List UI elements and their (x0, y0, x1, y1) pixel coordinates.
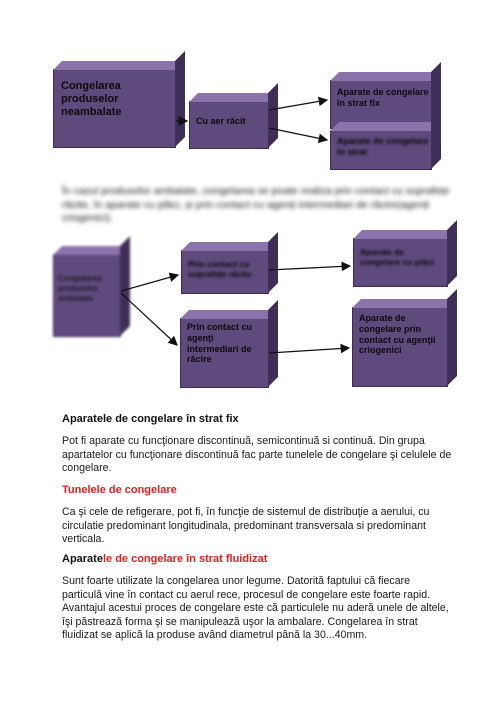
arrow-suprafete-placi (269, 266, 350, 270)
heading-strat-fluidizat-red: le de congelare în strat fluidizat (102, 553, 268, 565)
arrow-ambalate-suprafete (121, 275, 178, 291)
arrow-ambalate-agenti (121, 293, 177, 345)
box-agenti-label: Prin contact cu agenţi intermediari de răcire (187, 322, 253, 365)
box-aer-racit-label: Cu aer răcit (196, 116, 246, 126)
text-strat-fluidizat: Sunt foarte utilizate la congelarea unor legume. Datorită faptului că fiecare particulă vine în contact cu aerul rece, procesul de congelare este foarte rapid. Avantajul acestui proces de congelare este că particulele nu aderă unele de altele, îşi păstrează forma şi se manipulează uşor la ambalare. Congelarea în strat fluidizat se aplică la produse având diametrul până la 30...40mm. (62, 575, 449, 641)
box-criogenici-label: Aparate de congelare prin contact cu agenţii criogenici (359, 313, 436, 356)
heading-strat-fix: Aparatele de congelare în strat fix (62, 413, 239, 425)
heading-strat-fluidizat (62, 553, 267, 565)
arrow-aer-strat (269, 128, 327, 140)
arrow-agenti-criogenici (269, 348, 349, 353)
intro-paragraph: În cazul produselor ambalate, congelarea se poate realiza prin contact cu suprafețe răcite, în aparate cu plăci, și prin contact cu agenți intermediari de răcire(agenți criogenici). (62, 185, 450, 224)
box-ambalate-label: Congelarea produselor ambalate (58, 273, 102, 304)
text-tunele: Ca şi cele de refigerare, pot fi, în funcţie de sistemul de distribuţie a aerului, cu circulatie predominant longitudinala, predominant transversala si predominant verticala. (62, 506, 430, 545)
arrow-aer-fix (269, 100, 327, 110)
text-strat-fix: Pot fi aparate cu funcţionare discontinuă, semicontinuă si continuă. Din grupa apartatelor cu funcţionare discontinuă fac parte tunelele de congelare şi celulele de congelare. (62, 435, 452, 474)
box-neambalate-label: Congelarea produselor neambalate (61, 80, 122, 119)
heading-tunele: Tunelele de congelare (62, 484, 177, 496)
heading-strat-fluidizat-black: Aparate (62, 553, 103, 565)
box-strat-fix-label: Aparate de congelare în strat fix (337, 87, 429, 108)
box-strat-blurred-label: Aparate de congelare în strat (337, 136, 429, 157)
box-placi-label: Aparate de congelare cu plăci (360, 247, 435, 268)
box-suprafete-label: Prin contact cu suprafețe răcite (188, 259, 252, 280)
